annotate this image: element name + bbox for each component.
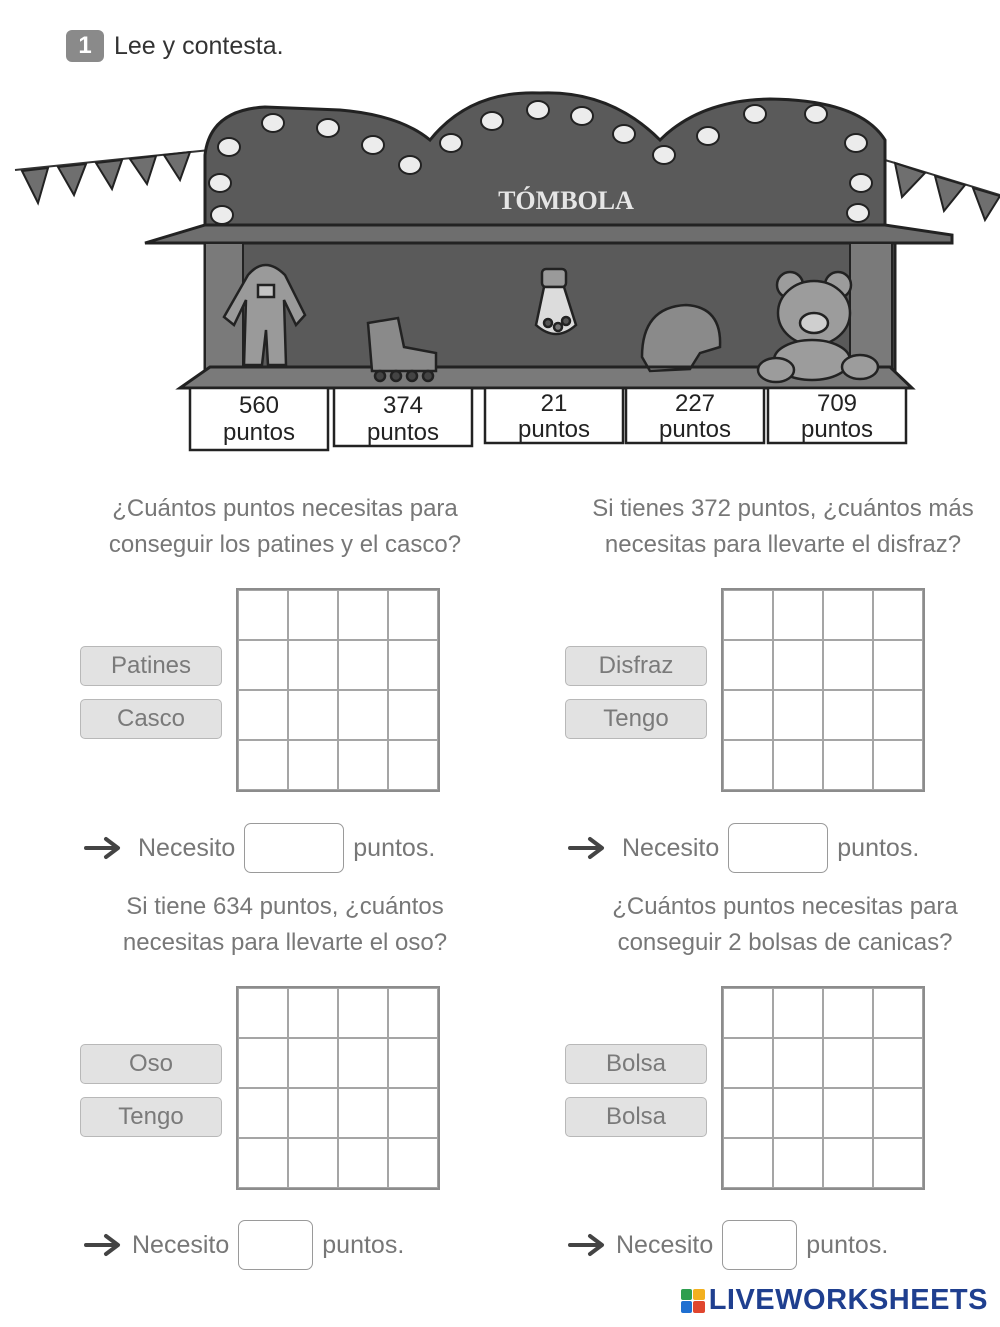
grid-cell[interactable] xyxy=(388,1088,438,1138)
problem-1-answer-line xyxy=(84,823,435,873)
grid-cell[interactable] xyxy=(338,640,388,690)
grid-cell[interactable] xyxy=(338,740,388,790)
grid-cell[interactable] xyxy=(288,988,338,1038)
grid-cell[interactable] xyxy=(338,1088,388,1138)
grid-cell[interactable] xyxy=(723,590,773,640)
problem-4-answer-input[interactable] xyxy=(722,1220,797,1270)
price-tag-unit: puntos xyxy=(366,419,440,446)
price-tag-points: 560 xyxy=(238,392,280,419)
problem-1-question: ¿Cuántos puntos necesitas para conseguir los patines y el casco? xyxy=(108,495,462,558)
price-tag-points: 21 xyxy=(540,390,568,417)
price-tag-unit: puntos xyxy=(658,416,732,443)
grid-cell[interactable] xyxy=(288,1138,338,1188)
price-tag-bear xyxy=(768,388,906,443)
tombola-sign-text: TÓMBOLA xyxy=(498,186,634,215)
grid-cell[interactable] xyxy=(873,1038,923,1088)
grid-cell[interactable] xyxy=(823,590,873,640)
grid-cell[interactable] xyxy=(823,1038,873,1088)
grid-cell[interactable] xyxy=(873,1138,923,1188)
problem-4-question: ¿Cuántos puntos necesitas para conseguir 2 bolsas de canicas? xyxy=(612,893,958,956)
problem-2-label-disfraz: Disfraz xyxy=(565,646,707,686)
price-tag-points: 227 xyxy=(674,390,716,417)
liveworksheets-logo-icon xyxy=(681,1289,705,1313)
grid-cell[interactable] xyxy=(773,988,823,1038)
grid-cell[interactable] xyxy=(873,1088,923,1138)
grid-cell[interactable] xyxy=(723,1138,773,1188)
grid-cell[interactable] xyxy=(773,690,823,740)
grid-cell[interactable] xyxy=(723,1088,773,1138)
grid-cell[interactable] xyxy=(723,640,773,690)
grid-cell[interactable] xyxy=(388,690,438,740)
grid-cell[interactable] xyxy=(388,1138,438,1188)
price-tags xyxy=(190,388,906,450)
problem-4-label-bolsa-1: Bolsa xyxy=(565,1044,707,1084)
grid-cell[interactable] xyxy=(823,640,873,690)
problem-3-answer-input[interactable] xyxy=(238,1220,313,1270)
price-tag-skates xyxy=(334,388,472,446)
grid-cell[interactable] xyxy=(238,1038,288,1088)
answer-suffix: puntos. xyxy=(322,1230,405,1259)
exercise-number-badge: 1 xyxy=(66,30,104,62)
grid-cell[interactable] xyxy=(873,590,923,640)
arrow-right-icon xyxy=(568,1233,608,1257)
answer-prefix: Necesito xyxy=(616,1230,714,1259)
problem-1-label-casco: Casco xyxy=(80,699,222,739)
grid-cell[interactable] xyxy=(238,988,288,1038)
grid-cell[interactable] xyxy=(238,590,288,640)
problem-3-answer-line xyxy=(84,1220,404,1270)
grid-cell[interactable] xyxy=(238,1088,288,1138)
grid-cell[interactable] xyxy=(238,640,288,690)
price-tag-points: 374 xyxy=(382,392,424,419)
answer-suffix: puntos. xyxy=(806,1230,889,1259)
grid-cell[interactable] xyxy=(873,988,923,1038)
grid-cell[interactable] xyxy=(773,1088,823,1138)
problem-1-label-patines: Patines xyxy=(80,646,222,686)
grid-cell[interactable] xyxy=(388,640,438,690)
grid-cell[interactable] xyxy=(773,740,823,790)
problem-4-answer-line xyxy=(568,1220,888,1270)
grid-cell[interactable] xyxy=(823,740,873,790)
grid-cell[interactable] xyxy=(338,1038,388,1088)
grid-cell[interactable] xyxy=(238,690,288,740)
grid-cell[interactable] xyxy=(288,1038,338,1088)
grid-cell[interactable] xyxy=(873,740,923,790)
grid-cell[interactable] xyxy=(723,1038,773,1088)
problem-3-label-tengo: Tengo xyxy=(80,1097,222,1137)
grid-cell[interactable] xyxy=(773,1138,823,1188)
problem-1-calc-grid[interactable] xyxy=(236,588,440,792)
grid-cell[interactable] xyxy=(238,740,288,790)
grid-cell[interactable] xyxy=(773,640,823,690)
grid-cell[interactable] xyxy=(338,988,388,1038)
problem-2-question: Si tienes 372 puntos, ¿cuántos más necesitas para llevarte el disfraz? xyxy=(592,495,974,558)
problem-4-calc-grid[interactable] xyxy=(721,986,925,1190)
price-tag-helmet xyxy=(626,388,764,443)
grid-cell[interactable] xyxy=(288,740,338,790)
grid-cell[interactable] xyxy=(873,690,923,740)
booth-roof xyxy=(145,225,952,243)
tombola-booth-illustration xyxy=(0,85,1000,465)
problem-1-answer-input[interactable] xyxy=(244,823,344,873)
grid-cell[interactable] xyxy=(723,740,773,790)
problem-3-question: Si tiene 634 puntos, ¿cuántos necesitas para llevarte el oso? xyxy=(122,893,448,956)
grid-cell[interactable] xyxy=(388,1038,438,1088)
grid-cell[interactable] xyxy=(823,690,873,740)
grid-cell[interactable] xyxy=(773,590,823,640)
price-tag-points: 709 xyxy=(816,390,858,417)
price-tag-costume xyxy=(190,388,328,450)
price-tag-unit: puntos xyxy=(517,416,591,443)
grid-cell[interactable] xyxy=(723,988,773,1038)
problem-2-answer-input[interactable] xyxy=(728,823,828,873)
grid-cell[interactable] xyxy=(388,740,438,790)
grid-cell[interactable] xyxy=(288,690,338,740)
grid-cell[interactable] xyxy=(338,1138,388,1188)
arrow-right-icon xyxy=(84,1233,124,1257)
problem-3-calc-grid[interactable] xyxy=(236,986,440,1190)
problem-3-label-oso: Oso xyxy=(80,1044,222,1084)
bunting-left-icon xyxy=(15,150,210,203)
liveworksheets-logo-text: LIVEWORKSHEETS xyxy=(708,1284,988,1316)
price-tag-unit: puntos xyxy=(800,416,874,443)
problem-2-answer-line xyxy=(568,823,919,873)
exercise-header xyxy=(66,30,284,62)
answer-suffix: puntos. xyxy=(837,833,920,862)
problem-2-calc-grid[interactable] xyxy=(721,588,925,792)
grid-cell[interactable] xyxy=(338,590,388,640)
grid-cell[interactable] xyxy=(338,690,388,740)
grid-cell[interactable] xyxy=(823,988,873,1038)
grid-cell[interactable] xyxy=(288,590,338,640)
price-tag-unit: puntos xyxy=(222,419,296,446)
grid-cell[interactable] xyxy=(823,1138,873,1188)
problem-4-label-bolsa-2: Bolsa xyxy=(565,1097,707,1137)
grid-cell[interactable] xyxy=(388,590,438,640)
grid-cell[interactable] xyxy=(873,640,923,690)
grid-cell[interactable] xyxy=(288,1088,338,1138)
grid-cell[interactable] xyxy=(288,640,338,690)
grid-cell[interactable] xyxy=(773,1038,823,1088)
grid-cell[interactable] xyxy=(238,1138,288,1188)
bunting-right-icon xyxy=(885,160,1000,220)
liveworksheets-logo[interactable] xyxy=(681,1284,988,1317)
grid-cell[interactable] xyxy=(388,988,438,1038)
arrow-right-icon xyxy=(568,836,608,860)
problem-2-label-tengo: Tengo xyxy=(565,699,707,739)
exercise-instruction: Lee y contesta. xyxy=(114,31,284,60)
answer-prefix: Necesito xyxy=(622,833,720,862)
answer-prefix: Necesito xyxy=(132,1230,230,1259)
grid-cell[interactable] xyxy=(723,690,773,740)
price-tag-marbles xyxy=(485,388,623,443)
answer-suffix: puntos. xyxy=(353,833,436,862)
answer-prefix: Necesito xyxy=(138,833,236,862)
grid-cell[interactable] xyxy=(823,1088,873,1138)
arrow-right-icon xyxy=(84,836,124,860)
